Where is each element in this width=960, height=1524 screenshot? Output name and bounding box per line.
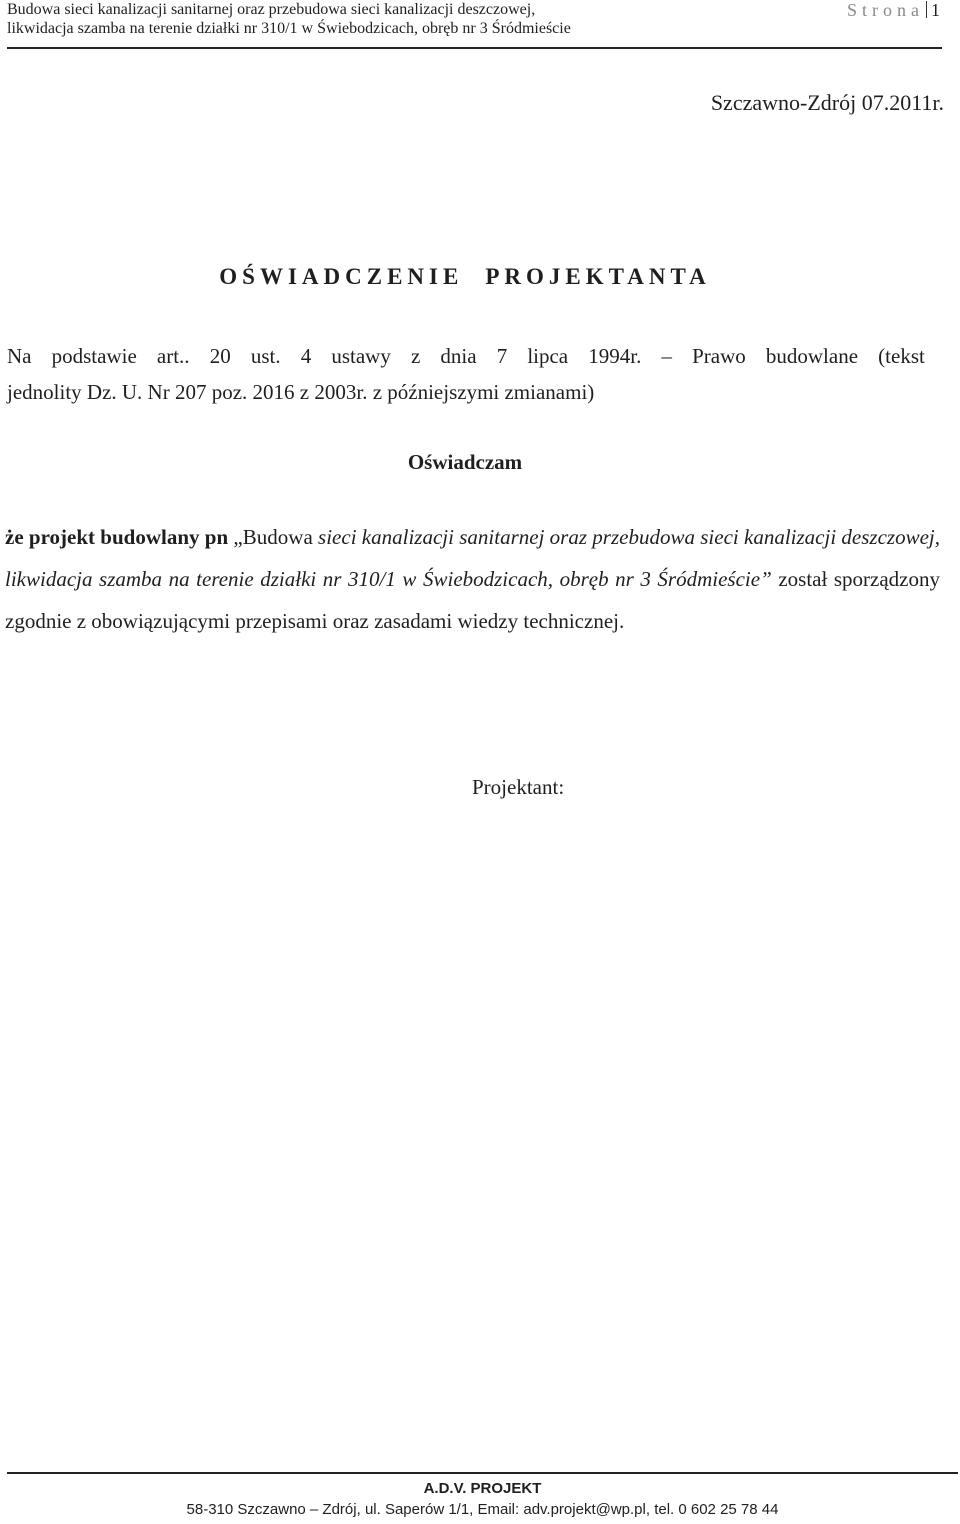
page-header bbox=[7, 0, 942, 49]
page-number-separator bbox=[926, 1, 927, 18]
declaration-paragraph bbox=[5, 516, 940, 642]
document-title bbox=[0, 264, 930, 290]
footer-address: 58-310 Szczawno – Zdrój, ul. Saperów 1/1, Email: adv.projekt@wp.pl, tel. 0 602 25 78 44 bbox=[186, 1501, 779, 1518]
footer-company: A.D.V. PROJEKT bbox=[423, 1480, 542, 1497]
legal-basis-word: budowlane bbox=[765, 344, 859, 368]
legal-basis-word: art.. bbox=[156, 344, 190, 368]
page-footer bbox=[7, 1472, 958, 1518]
signer-label: Projektant: bbox=[472, 775, 565, 799]
declaration-lead: że projekt budowlany pn bbox=[5, 525, 229, 549]
legal-basis-word: 20 bbox=[209, 344, 231, 368]
legal-basis-word: z bbox=[410, 344, 421, 368]
legal-basis-word: ustawy bbox=[331, 344, 391, 368]
legal-basis-word: Prawo bbox=[692, 344, 746, 368]
page-label: Strona bbox=[847, 0, 924, 20]
quote-open: „ bbox=[228, 525, 243, 549]
project-name: sieci kanalizacji sanitarnej oraz przebudowa sieci kanalizacji deszczowej, likwidacja szamba na terenie działki nr 310/1 w Świebodzicach, obręb nr 3 Śródmieście bbox=[5, 525, 941, 591]
quote-close: ” bbox=[760, 567, 772, 591]
legal-basis-word: (tekst bbox=[878, 344, 925, 368]
declaration-tail: został sporządzony zgodnie z obowiązującymi przepisami oraz zasadami wiedzy technicznej. bbox=[5, 567, 940, 633]
legal-basis-word: 4 bbox=[300, 344, 312, 368]
legal-basis-word: – bbox=[661, 344, 672, 368]
project-name-first-word: Budowa bbox=[242, 525, 313, 549]
legal-basis-word: ust. bbox=[250, 344, 281, 368]
legal-basis-word: lipca bbox=[527, 344, 569, 368]
place-and-date: Szczawno-Zdrój 07.2011r. bbox=[710, 90, 944, 115]
title-word-designer: PROJEKTANTA bbox=[485, 264, 711, 289]
legal-basis-line-2: jednolity Dz. U. Nr 207 poz. 2016 z 2003r. z późniejszymi zmianami) bbox=[7, 380, 595, 404]
page-number: 1 bbox=[931, 0, 940, 20]
legal-basis-word: podstawie bbox=[51, 344, 137, 368]
legal-basis bbox=[7, 338, 925, 410]
legal-basis-word: 1994r. bbox=[588, 344, 642, 368]
header-project-line-2: likwidacja szamba na terenie działki nr 310/1 w Świebodzicach, obręb nr 3 Śródmieście bbox=[7, 20, 571, 37]
title-word-declaration: OŚWIADCZENIE bbox=[219, 264, 464, 289]
legal-basis-word: dnia bbox=[440, 344, 477, 368]
header-project-line-1: Budowa sieci kanalizacji sanitarnej oraz przebudowa sieci kanalizacji deszczowej, bbox=[7, 1, 536, 18]
legal-basis-word: Na bbox=[7, 344, 32, 368]
declaration-heading: Oświadczam bbox=[407, 450, 523, 474]
legal-basis-word: 7 bbox=[496, 344, 508, 368]
page-number-block bbox=[847, 0, 940, 21]
legal-basis-line-1 bbox=[7, 338, 925, 374]
